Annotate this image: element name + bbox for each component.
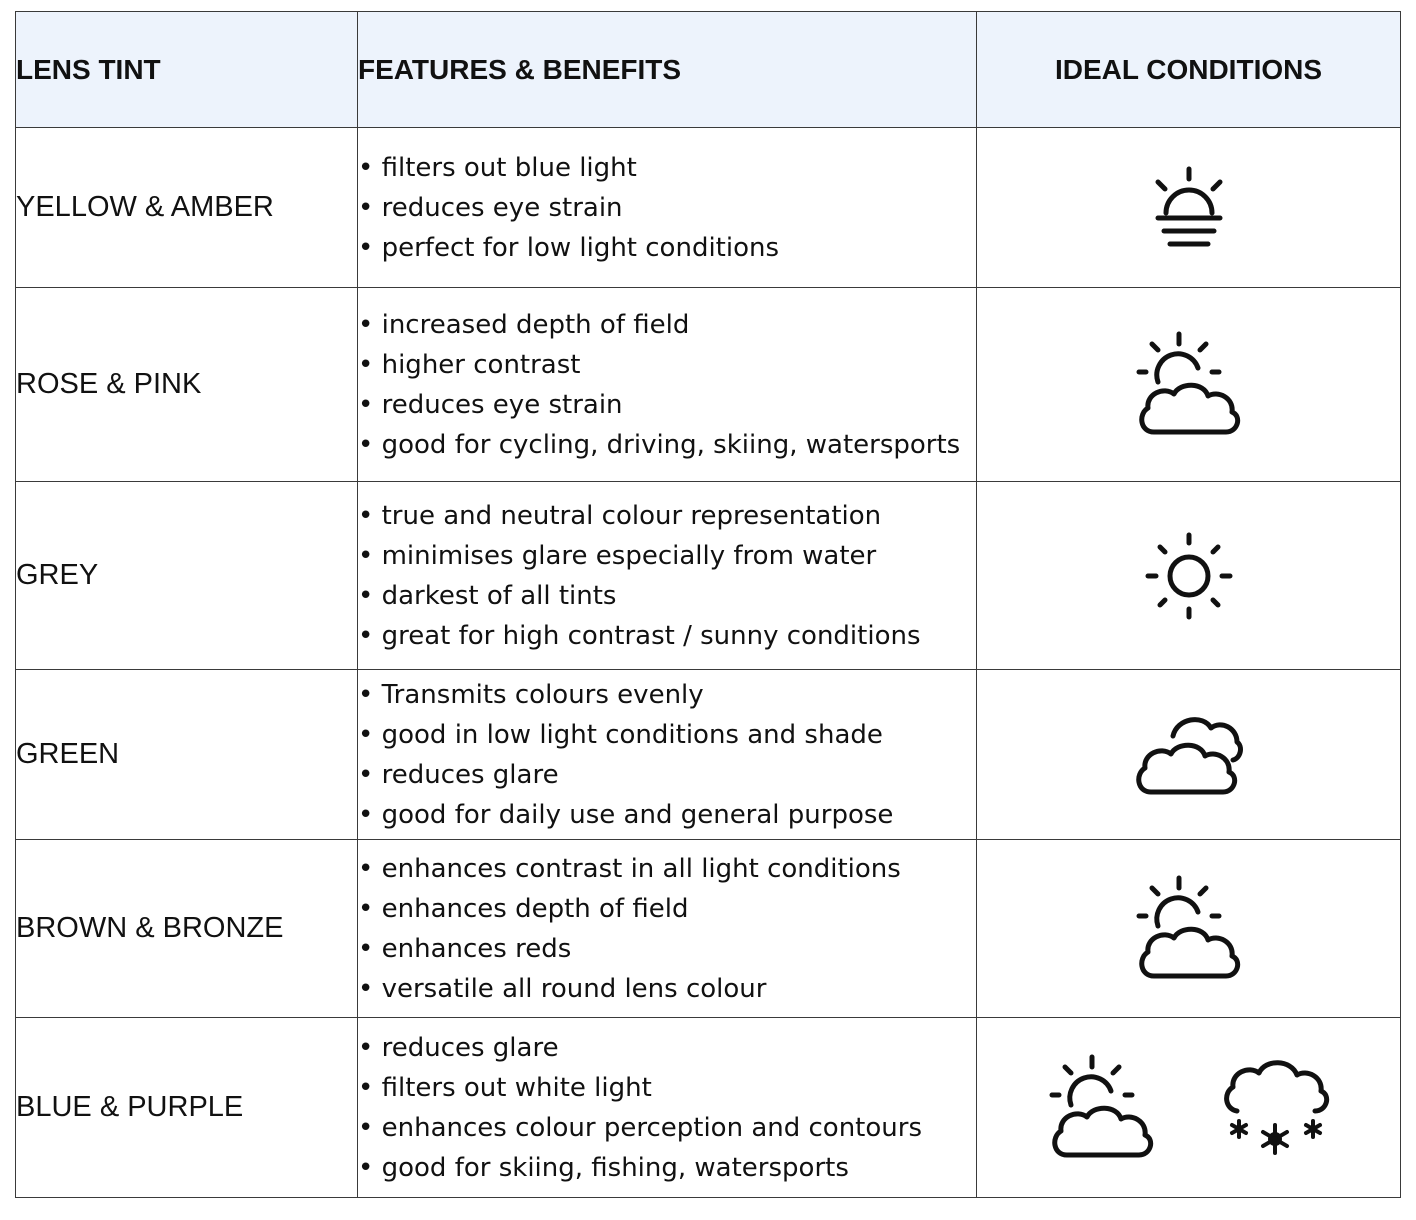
snow-cloud-icon — [1221, 1053, 1331, 1163]
list-item: • enhances reds — [358, 929, 976, 969]
cloudy-icon — [1133, 710, 1245, 800]
table-row — [16, 288, 1401, 482]
table-row — [16, 1018, 1401, 1198]
tint-name: BROWN & BRONZE — [16, 840, 358, 1018]
lens-tint-table — [15, 11, 1401, 1198]
features-cell — [358, 288, 977, 482]
conditions-cell — [977, 840, 1401, 1018]
list-item: • perfect for low light conditions — [358, 228, 976, 268]
conditions-cell — [977, 1018, 1401, 1198]
table-row — [16, 482, 1401, 670]
list-item: • good for cycling, driving, skiing, watersports — [358, 425, 976, 465]
conditions-cell — [977, 288, 1401, 482]
list-item: • darkest of all tints — [358, 576, 976, 616]
partly-cloudy-icon — [1134, 330, 1244, 440]
tint-name: GREEN — [16, 670, 358, 840]
header-row — [16, 12, 1401, 128]
list-item: • good in low light conditions and shade — [358, 715, 976, 755]
list-item: • good for skiing, fishing, watersports — [358, 1148, 976, 1188]
features-cell — [358, 670, 977, 840]
list-item: • versatile all round lens colour — [358, 969, 976, 1009]
tint-name: ROSE & PINK — [16, 288, 358, 482]
conditions-cell — [977, 670, 1401, 840]
list-item: • great for high contrast / sunny conditions — [358, 616, 976, 656]
list-item: • enhances depth of field — [358, 889, 976, 929]
sun-icon — [1144, 531, 1234, 621]
table-row — [16, 840, 1401, 1018]
list-item: • true and neutral colour representation — [358, 496, 976, 536]
tint-name: BLUE & PURPLE — [16, 1018, 358, 1198]
header-conditions: IDEAL CONDITIONS — [977, 12, 1401, 128]
features-cell — [358, 482, 977, 670]
partly-cloudy-icon — [1047, 1053, 1157, 1163]
list-item: • increased depth of field — [358, 305, 976, 345]
features-list — [358, 675, 976, 835]
list-item: • reduces glare — [358, 1028, 976, 1068]
features-list — [358, 496, 976, 656]
list-item: • filters out blue light — [358, 148, 976, 188]
header-features: FEATURES & BENEFITS — [358, 12, 977, 128]
header-lens-tint: LENS TINT — [16, 12, 358, 128]
list-item: • filters out white light — [358, 1068, 976, 1108]
list-item: • minimises glare especially from water — [358, 536, 976, 576]
features-list — [358, 305, 976, 465]
list-item: • Transmits colours evenly — [358, 675, 976, 715]
partly-cloudy-icon — [1134, 874, 1244, 984]
table-row — [16, 128, 1401, 288]
list-item: • reduces eye strain — [358, 188, 976, 228]
list-item: • enhances colour perception and contours — [358, 1108, 976, 1148]
table-row — [16, 670, 1401, 840]
features-list — [358, 1028, 976, 1188]
list-item: • reduces eye strain — [358, 385, 976, 425]
features-list — [358, 148, 976, 268]
list-item: • good for daily use and general purpose — [358, 795, 976, 835]
features-cell — [358, 128, 977, 288]
conditions-cell — [977, 128, 1401, 288]
conditions-cell — [977, 482, 1401, 670]
tint-name: YELLOW & AMBER — [16, 128, 358, 288]
features-cell — [358, 1018, 977, 1198]
features-cell — [358, 840, 977, 1018]
list-item: • reduces glare — [358, 755, 976, 795]
sunrise-icon — [1144, 163, 1234, 253]
list-item: • higher contrast — [358, 345, 976, 385]
features-list — [358, 849, 976, 1009]
tint-name: GREY — [16, 482, 358, 670]
list-item: • enhances contrast in all light conditions — [358, 849, 976, 889]
